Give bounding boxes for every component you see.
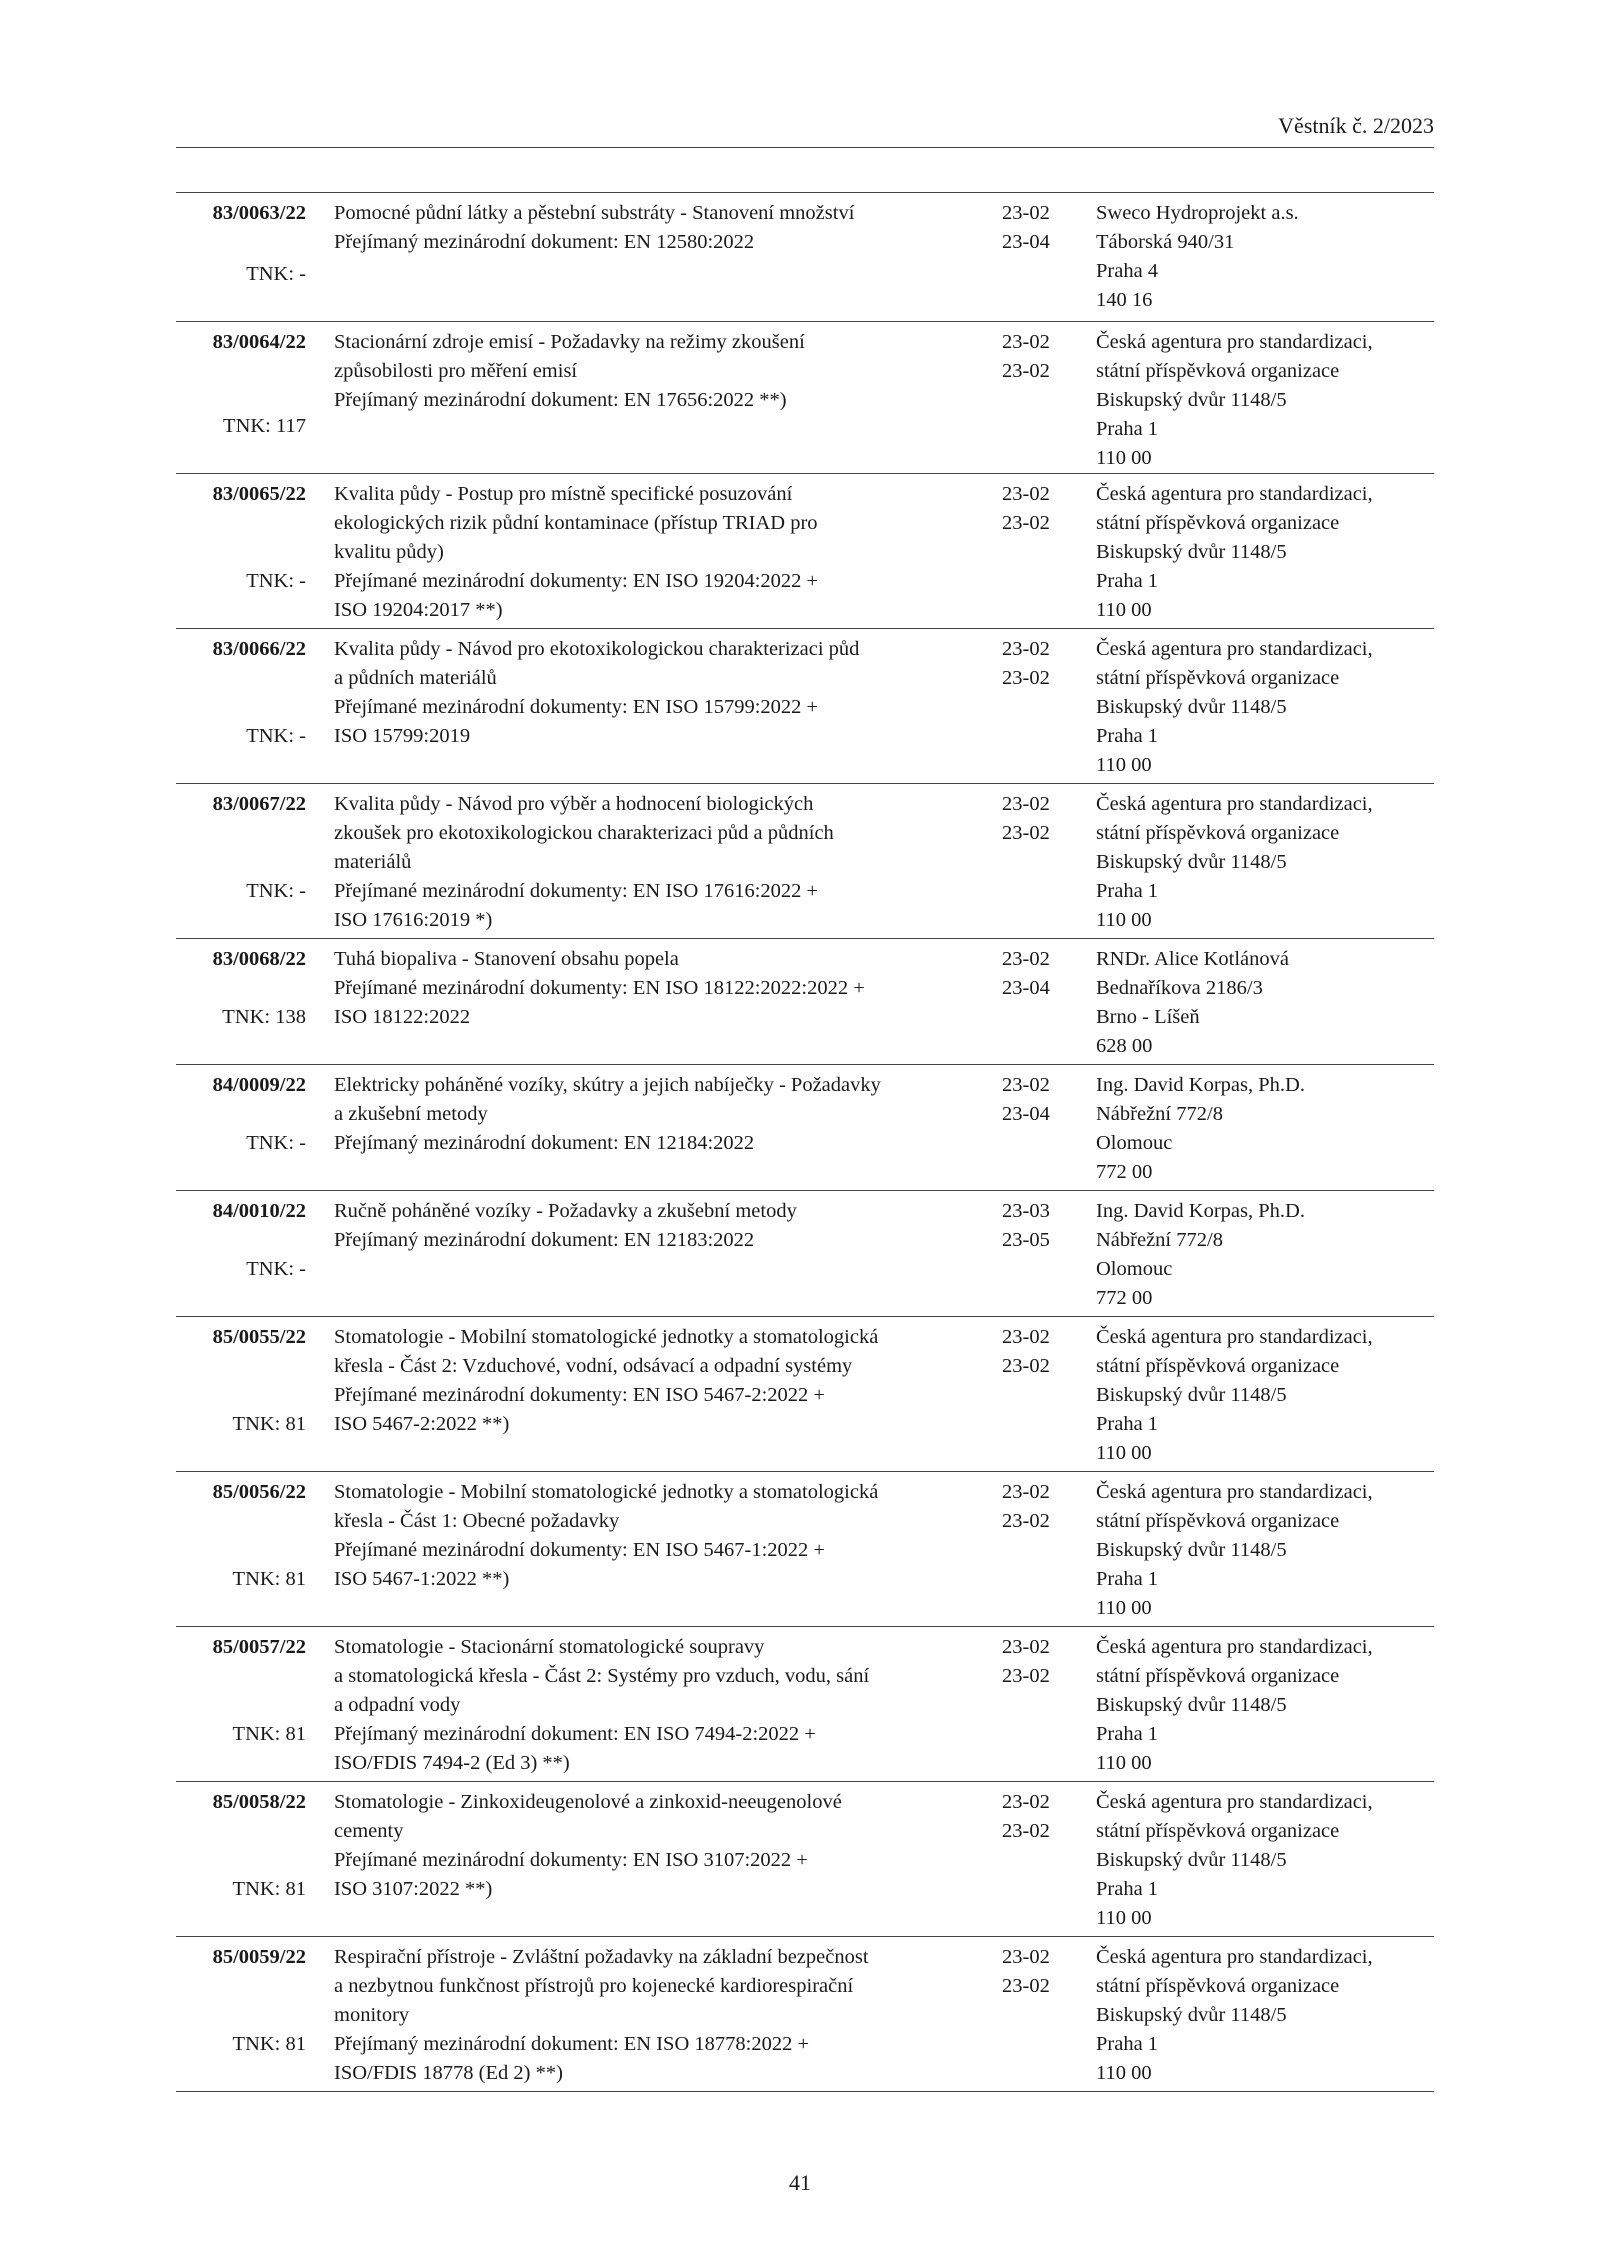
entry-title-line: a půdních materiálů	[334, 667, 497, 689]
entry-organization-line: Biskupský dvůr 1148/5	[1096, 1694, 1287, 1716]
entry-title	[334, 1197, 994, 1255]
entry-title-line: způsobilosti pro měření emisí	[334, 360, 578, 382]
standard-entry	[176, 474, 1434, 629]
entry-title-line: Přejímané mezinárodní dokumenty: EN ISO 5467-1:2022 +	[334, 1539, 825, 1561]
entry-date: 23-02	[1002, 822, 1050, 844]
entry-organization-line: 628 00	[1096, 1035, 1153, 1057]
entry-date: 23-02	[1002, 360, 1050, 382]
entry-organization-line: Biskupský dvůr 1148/5	[1096, 1384, 1287, 1406]
entry-organization-line: Biskupský dvůr 1148/5	[1096, 389, 1287, 411]
entry-dates	[1002, 1943, 1072, 2001]
entry-organization-line: Česká agentura pro standardizaci,	[1096, 1636, 1373, 1658]
entry-id-column	[176, 635, 306, 780]
entry-organization-line: 110 00	[1096, 1597, 1152, 1619]
entry-organization-line: RNDr. Alice Kotlánová	[1096, 948, 1290, 970]
entry-dates	[1002, 1788, 1072, 1846]
entry-id-column	[176, 1943, 306, 2088]
entry-number: 85/0056/22	[212, 1481, 306, 1503]
entry-tnk: TNK: -	[246, 1132, 306, 1154]
entry-organization-line: Česká agentura pro standardizaci,	[1096, 1481, 1373, 1503]
entry-date: 23-02	[1002, 331, 1050, 353]
entry-date: 23-03	[1002, 1200, 1050, 1222]
standard-entry	[176, 784, 1434, 939]
entry-number: 85/0057/22	[212, 1636, 306, 1658]
entry-title-line: Přejímaný mezinárodní dokument: EN 12580:2022	[334, 231, 755, 253]
entry-organization-line: Praha 1	[1096, 1413, 1159, 1435]
entry-title-line: a nezbytnou funkčnost přístrojů pro kojenecké kardiorespirační	[334, 1975, 854, 1997]
entry-title-line: křesla - Část 1: Obecné požadavky	[334, 1510, 620, 1532]
entry-id-column	[176, 480, 306, 625]
entry-organization	[1096, 480, 1434, 625]
entry-date: 23-04	[1002, 231, 1050, 253]
entry-date: 23-02	[1002, 1326, 1050, 1348]
entry-dates	[1002, 1323, 1072, 1381]
entry-title-line: ISO/FDIS 7494-2 (Ed 3) **)	[334, 1752, 570, 1774]
entry-dates	[1002, 1478, 1072, 1536]
entry-date: 23-02	[1002, 1820, 1050, 1842]
entry-title	[334, 1323, 994, 1439]
entry-date: 23-02	[1002, 1791, 1050, 1813]
entry-organization-line: Biskupský dvůr 1148/5	[1096, 851, 1287, 873]
entry-organization-line: Táborská 940/31	[1096, 231, 1235, 253]
entry-title-line: materiálů	[334, 851, 412, 873]
entry-dates	[1002, 199, 1072, 257]
entry-title-line: ISO 18122:2022	[334, 1006, 471, 1028]
entry-organization	[1096, 790, 1434, 935]
entry-date: 23-02	[1002, 1946, 1050, 1968]
entry-title-line: Kvalita půdy - Návod pro výběr a hodnocení biologických	[334, 793, 814, 815]
entry-title-line: ISO 3107:2022 **)	[334, 1878, 493, 1900]
entry-organization-line: Ing. David Korpas, Ph.D.	[1096, 1074, 1305, 1096]
entry-date: 23-02	[1002, 793, 1050, 815]
entry-title-line: ISO 17616:2019 *)	[334, 909, 493, 931]
entry-organization-line: Praha 1	[1096, 2033, 1159, 2055]
entry-organization-line: státní příspěvková organizace	[1096, 360, 1340, 382]
entry-organization-line: 110 00	[1096, 599, 1152, 621]
entry-organization-line: 772 00	[1096, 1287, 1153, 1309]
standard-entry	[176, 322, 1434, 474]
entry-dates	[1002, 1071, 1072, 1129]
entry-title-line: Přejímané mezinárodní dokumenty: EN ISO 19204:2022 +	[334, 570, 819, 592]
entry-organization-line: Brno - Líšeň	[1096, 1006, 1200, 1028]
entry-organization	[1096, 635, 1434, 780]
entry-date: 23-02	[1002, 1510, 1050, 1532]
entry-organization-line: státní příspěvková organizace	[1096, 1975, 1340, 1997]
entry-date: 23-02	[1002, 948, 1050, 970]
entry-organization-line: 110 00	[1096, 1907, 1152, 1929]
standard-entry	[176, 193, 1434, 322]
header-divider	[176, 147, 1434, 148]
entry-date: 23-04	[1002, 977, 1050, 999]
entry-title-line: Stacionární zdroje emisí - Požadavky na režimy zkoušení	[334, 331, 805, 353]
entry-organization	[1096, 1788, 1434, 1933]
entry-title-line: Přejímané mezinárodní dokumenty: EN ISO 18122:2022:2022 +	[334, 977, 865, 999]
entry-title-line: kvalitu půdy)	[334, 541, 444, 563]
standard-entry	[176, 1937, 1434, 2092]
standards-list	[176, 192, 1434, 2092]
entry-organization	[1096, 1071, 1434, 1187]
entry-title	[334, 1788, 994, 1904]
entry-id-column	[176, 1323, 306, 1468]
entry-date: 23-02	[1002, 1975, 1050, 1997]
entry-title-line: Elektricky poháněné vozíky, skútry a jejich nabíječky - Požadavky	[334, 1074, 881, 1096]
entry-organization-line: státní příspěvková organizace	[1096, 822, 1340, 844]
entry-title-line: Pomocné půdní látky a pěstební substráty - Stanovení množství	[334, 202, 855, 224]
entry-title-line: Přejímaný mezinárodní dokument: EN 17656:2022 **)	[334, 389, 787, 411]
entry-tnk: TNK: 81	[232, 2033, 306, 2055]
entry-organization-line: Česká agentura pro standardizaci,	[1096, 483, 1373, 505]
entry-organization-line: státní příspěvková organizace	[1096, 512, 1340, 534]
entry-title-line: a stomatologická křesla - Část 2: Systémy pro vzduch, vodu, sání	[334, 1665, 870, 1687]
entry-title-line: ISO/FDIS 18778 (Ed 2) **)	[334, 2062, 563, 2084]
page-number: 41	[789, 2170, 811, 2195]
entry-title-line: Stomatologie - Mobilní stomatologické jednotky a stomatologická	[334, 1481, 879, 1503]
standard-entry	[176, 1065, 1434, 1191]
entry-organization-line: Ing. David Korpas, Ph.D.	[1096, 1200, 1305, 1222]
entry-organization-line: Praha 1	[1096, 1723, 1159, 1745]
standard-entry	[176, 629, 1434, 784]
entry-number: 85/0059/22	[212, 1946, 306, 1968]
entry-title-line: Tuhá biopaliva - Stanovení obsahu popela	[334, 948, 679, 970]
entry-id-column	[176, 1478, 306, 1623]
entry-id-column	[176, 1633, 306, 1778]
entry-id-column	[176, 1197, 306, 1313]
entry-title-line: Přejímané mezinárodní dokumenty: EN ISO 5467-2:2022 +	[334, 1384, 825, 1406]
standard-entry	[176, 1782, 1434, 1937]
standard-entry	[176, 1191, 1434, 1317]
entry-number: 83/0064/22	[212, 331, 306, 353]
entry-dates	[1002, 790, 1072, 848]
entry-organization	[1096, 328, 1434, 473]
entry-title-line: ISO 19204:2017 **)	[334, 599, 503, 621]
entry-tnk: TNK: -	[246, 263, 306, 285]
entry-title	[334, 480, 994, 625]
entry-organization	[1096, 1943, 1434, 2088]
entry-organization-line: Sweco Hydroprojekt a.s.	[1096, 202, 1299, 224]
entry-tnk: TNK: -	[246, 1258, 306, 1280]
entry-number: 83/0067/22	[212, 793, 306, 815]
entry-tnk: TNK: 81	[232, 1723, 306, 1745]
entry-organization-line: státní příspěvková organizace	[1096, 1665, 1340, 1687]
entry-date: 23-02	[1002, 638, 1050, 660]
entry-date: 23-05	[1002, 1229, 1050, 1251]
entry-tnk: TNK: 81	[232, 1568, 306, 1590]
entry-id-column	[176, 790, 306, 935]
entry-organization-line: Praha 1	[1096, 418, 1159, 440]
entry-organization	[1096, 1478, 1434, 1623]
entry-organization-line: Biskupský dvůr 1148/5	[1096, 2004, 1287, 2026]
entry-title	[334, 635, 994, 751]
entry-id-column	[176, 199, 306, 318]
entry-id-column	[176, 328, 306, 470]
entry-tnk: TNK: -	[246, 570, 306, 592]
entry-organization-line: Biskupský dvůr 1148/5	[1096, 1849, 1287, 1871]
entry-title	[334, 1478, 994, 1594]
standard-entry	[176, 1627, 1434, 1782]
entry-organization-line: 110 00	[1096, 1442, 1152, 1464]
entry-organization	[1096, 199, 1434, 315]
entry-title-line: ISO 15799:2019	[334, 725, 471, 747]
entry-tnk: TNK: 81	[232, 1413, 306, 1435]
entry-organization	[1096, 1323, 1434, 1468]
entry-title-line: Stomatologie - Stacionární stomatologické soupravy	[334, 1636, 765, 1658]
entry-title-line: Respirační přístroje - Zvláštní požadavky na základní bezpečnost	[334, 1946, 869, 1968]
entry-organization-line: Česká agentura pro standardizaci,	[1096, 793, 1373, 815]
entry-title-line: křesla - Část 2: Vzduchové, vodní, odsávací a odpadní systémy	[334, 1355, 853, 1377]
entry-title-line: Stomatologie - Zinkoxideugenolové a zinkoxid-neeugenolové	[334, 1791, 842, 1813]
entry-organization-line: Nábřežní 772/8	[1096, 1103, 1223, 1125]
entry-organization-line: Praha 1	[1096, 570, 1159, 592]
entry-organization	[1096, 1633, 1434, 1778]
entry-organization-line: 110 00	[1096, 909, 1152, 931]
entry-organization-line: Olomouc	[1096, 1258, 1173, 1280]
standard-entry	[176, 1472, 1434, 1627]
entry-date: 23-02	[1002, 483, 1050, 505]
entry-date: 23-02	[1002, 1665, 1050, 1687]
entry-title-line: Ručně poháněné vozíky - Požadavky a zkušební metody	[334, 1200, 797, 1222]
entry-organization-line: Praha 1	[1096, 725, 1159, 747]
entry-number: 85/0058/22	[212, 1791, 306, 1813]
entry-tnk: TNK: 81	[232, 1878, 306, 1900]
entry-title-line: a odpadní vody	[334, 1694, 461, 1716]
entry-title-line: ekologických rizik půdní kontaminace (přístup TRIAD pro	[334, 512, 818, 534]
entry-title-line: cementy	[334, 1820, 404, 1842]
entry-organization-line: Praha 4	[1096, 260, 1159, 282]
entry-title	[334, 945, 994, 1032]
entry-organization-line: 110 00	[1096, 447, 1152, 469]
entry-title	[334, 328, 994, 415]
entry-number: 83/0068/22	[212, 948, 306, 970]
entry-organization-line: Česká agentura pro standardizaci,	[1096, 1791, 1373, 1813]
entry-number: 85/0055/22	[212, 1326, 306, 1348]
entry-organization-line: státní příspěvková organizace	[1096, 667, 1340, 689]
entry-date: 23-02	[1002, 667, 1050, 689]
entry-number: 84/0009/22	[212, 1074, 306, 1096]
entry-title-line: Přejímaný mezinárodní dokument: EN 12183:2022	[334, 1229, 755, 1251]
entry-title-line: Přejímaný mezinárodní dokument: EN ISO 7494-2:2022 +	[334, 1723, 816, 1745]
entry-title	[334, 790, 994, 935]
entry-organization	[1096, 945, 1434, 1061]
entry-title	[334, 1633, 994, 1778]
entry-tnk: TNK: -	[246, 880, 306, 902]
entry-title-line: ISO 5467-2:2022 **)	[334, 1413, 510, 1435]
page-header-title: Věstník č. 2/2023	[1278, 113, 1434, 138]
entry-tnk: TNK: -	[246, 725, 306, 747]
entry-organization-line: Česká agentura pro standardizaci,	[1096, 331, 1373, 353]
entry-dates	[1002, 1633, 1072, 1691]
entry-number: 83/0065/22	[212, 483, 306, 505]
standard-entry	[176, 1317, 1434, 1472]
entry-organization-line: 772 00	[1096, 1161, 1153, 1183]
entry-title-line: Stomatologie - Mobilní stomatologické jednotky a stomatologická	[334, 1326, 879, 1348]
entry-title-line: Kvalita půdy - Postup pro místně specifické posuzování	[334, 483, 793, 505]
entry-date: 23-04	[1002, 1103, 1050, 1125]
entry-title-line: a zkušební metody	[334, 1103, 488, 1125]
entry-title	[334, 1071, 994, 1158]
entry-organization-line: 110 00	[1096, 1752, 1152, 1774]
entry-title-line: ISO 5467-1:2022 **)	[334, 1568, 510, 1590]
entry-id-column	[176, 1788, 306, 1933]
entry-title	[334, 1943, 994, 2088]
entry-title-line: monitory	[334, 2004, 410, 2026]
entry-title-line: Kvalita půdy - Návod pro ekotoxikologickou charakterizaci půd	[334, 638, 860, 660]
entry-dates	[1002, 1197, 1072, 1255]
entry-organization-line: státní příspěvková organizace	[1096, 1820, 1340, 1842]
entry-date: 23-02	[1002, 1481, 1050, 1503]
entry-organization-line: Česká agentura pro standardizaci,	[1096, 1946, 1373, 1968]
entry-organization-line: Nábřežní 772/8	[1096, 1229, 1223, 1251]
entry-number: 84/0010/22	[212, 1200, 306, 1222]
entry-organization-line: Olomouc	[1096, 1132, 1173, 1154]
entry-title-line: Přejímané mezinárodní dokumenty: EN ISO 3107:2022 +	[334, 1849, 808, 1871]
entry-date: 23-02	[1002, 1355, 1050, 1377]
entry-number: 83/0066/22	[212, 638, 306, 660]
entry-organization-line: Česká agentura pro standardizaci,	[1096, 1326, 1373, 1348]
standard-entry	[176, 939, 1434, 1065]
entry-tnk: TNK: 138	[222, 1006, 306, 1028]
entry-date: 23-02	[1002, 512, 1050, 534]
entry-title-line: Přejímané mezinárodní dokumenty: EN ISO 15799:2022 +	[334, 696, 819, 718]
entry-organization-line: 110 00	[1096, 2062, 1152, 2084]
entry-organization-line: státní příspěvková organizace	[1096, 1355, 1340, 1377]
entry-title-line: Přejímaný mezinárodní dokument: EN 12184:2022	[334, 1132, 755, 1154]
entry-dates	[1002, 480, 1072, 538]
entry-organization-line: Bednaříkova 2186/3	[1096, 977, 1263, 999]
entry-organization-line: Biskupský dvůr 1148/5	[1096, 696, 1287, 718]
entry-title	[334, 199, 994, 257]
entry-id-column	[176, 1071, 306, 1187]
entry-date: 23-02	[1002, 1074, 1050, 1096]
entry-organization-line: 110 00	[1096, 754, 1152, 776]
entry-tnk: TNK: 117	[223, 415, 306, 437]
entry-organization-line: státní příspěvková organizace	[1096, 1510, 1340, 1532]
entry-organization-line: Praha 1	[1096, 1878, 1159, 1900]
entry-organization-line: Praha 1	[1096, 880, 1159, 902]
entry-organization-line: Česká agentura pro standardizaci,	[1096, 638, 1373, 660]
entry-dates	[1002, 945, 1072, 1003]
entry-organization	[1096, 1197, 1434, 1313]
entry-dates	[1002, 328, 1072, 386]
entry-number: 83/0063/22	[212, 202, 306, 224]
entry-dates	[1002, 635, 1072, 693]
entry-title-line: zkoušek pro ekotoxikologickou charakterizaci půd a půdních	[334, 822, 834, 844]
entry-title-line: Přejímaný mezinárodní dokument: EN ISO 18778:2022 +	[334, 2033, 810, 2055]
entry-id-column	[176, 945, 306, 1061]
entry-title-line: Přejímané mezinárodní dokumenty: EN ISO 17616:2022 +	[334, 880, 819, 902]
entry-organization-line: Biskupský dvůr 1148/5	[1096, 1539, 1287, 1561]
entry-date: 23-02	[1002, 202, 1050, 224]
entry-date: 23-02	[1002, 1636, 1050, 1658]
entry-organization-line: 140 16	[1096, 289, 1153, 311]
entry-organization-line: Praha 1	[1096, 1568, 1159, 1590]
entry-organization-line: Biskupský dvůr 1148/5	[1096, 541, 1287, 563]
